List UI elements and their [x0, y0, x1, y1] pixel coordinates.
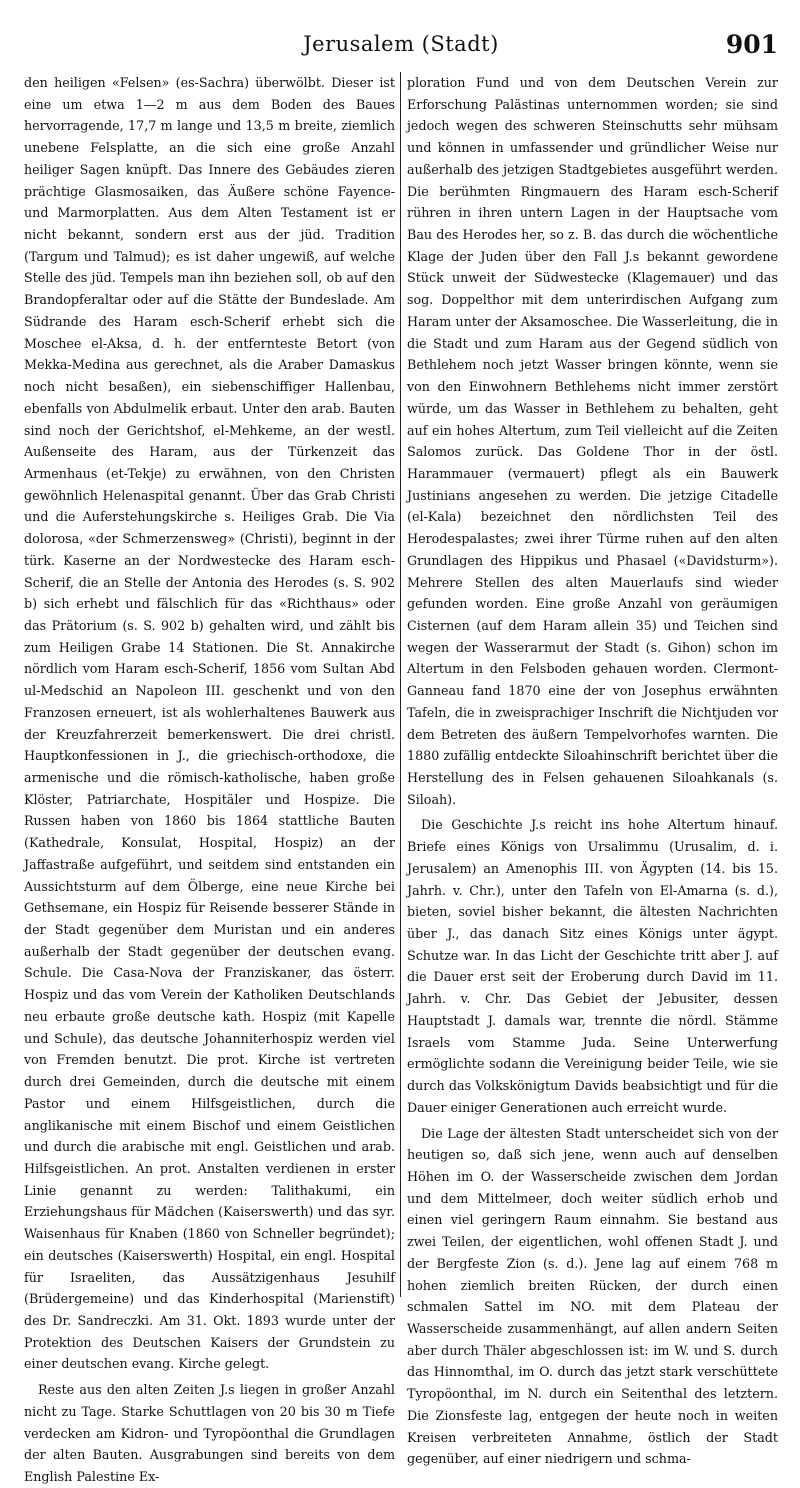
paragraph: den heiligen «Felsen» (es-Sachra) überwölbt. Dieser ist eine um etwa 1—2 m aus dem Boden des Baues hervorragende, 17,7 m lange und 13,5 m breite, ziemlich unebene Felsplatte, an die sich eine große Anzahl heiliger Sagen knüpft. Das Innere des Gebäudes zieren prächtige Glasmosaiken, das Äußere schöne Fayence- und Marmorplatten. Aus dem Alten Testament ist er nicht bekannt, sondern erst aus der jüd. Tradition (Targum und Talmud); es ist daher ungewiß, auf welche Stelle des jüd. Tempels man ihn beziehen soll, ob auf den Brandopferaltar oder auf die Stätte der Bundeslade. Am Südrande des Haram esch-Scherif erhebt sich die Moschee el-Aksa, d. h. der entfernteste Betort (von Mekka-Medina aus gerechnet, als die Araber Damaskus noch nicht besaßen), ein siebenschiffiger Hallenbau, ebenfalls von Abdulmelik erbaut. Unter den arab. Bauten sind noch der Gerichtshof, el-Mehkeme, an der westl. Außenseite des Haram, aus der Türkenzeit das Armenhaus (et-Tekje) zu erwähnen, von den Christen gewöhnlich Helenaspital genannt. Über das Grab Christi und die Auferstehungskirche s. Heiliges Grab. Die Via dolorosa, «der Schmerzensweg» (Christi), beginnt in der türk. Kaserne an der Nordwestecke des Haram esch-Scherif, die an Stelle der Antonia des Herodes (s. S. 902 b) sich erhebt und fälschlich für das «Richthaus» oder das Prätorium (s. S. 902 b) gehalten wird, und zählt bis zum Heiligen Grabe 14 Stationen. Die St. Annakirche nördlich vom Haram esch-Scherif, 1856 vom Sultan Abd ul-Medschid an Napoleon III. geschenkt und von den Franzosen erneuert, ist als wohlerhaltenes Bauwerk aus der Kreuzfahrerzeit bemerkenswert. Die drei christl. Hauptkonfessionen in J., die griechisch-orthodoxe, die armenische und die römisch-katholische, haben große Klöster, Patriarchate, Hospitäler und Hospize. Die Russen haben von 1860 bis 1864 stattliche Bauten (Kathedrale, Konsulat, Hospital, Hospiz) an der Jaffastraße aufgeführt, und seitdem sind entstanden ein Aussichtsturm auf dem Ölberge, eine neue Kirche bei Gethsemane, ein Hospiz für Reisende besserer Stände in der Stadt gegenüber dem Muristan und ein anderes außerhalb der Stadt gegenüber der deutschen evang. Schule. Die Casa-Nova der Franziskaner, das österr. Hospiz und das vom Verein der Katholiken Deutschlands neu erbaute große deutsche kath. Hospiz (mit Kapelle und Schule), das deutsche Johanniterhospiz werden viel von Fremden benutzt. Die prot. Kirche ist vertreten durch drei Gemeinden, durch die deutsche mit einem Pastor und einem Hilfsgeistlichen, durch die anglikanische mit einem Bischof und einem Geistlichen und durch die arabische mit engl. Geistlichen und arab. Hilfsgeistlichen. An prot. Anstalten verdienen in erster Linie genannt zu werden: Talithakumi, ein Erziehungshaus für Mädchen (Kaiserswerth) und das syr. Waisenhaus für Knaben (1860 von Schneller begründet); ein deutsches (Kaiserswerth) Hospital, ein engl. Hospital für Israeliten, das Aussätzigenhaus Jesuhilf (Brüdergemeine) und das Kinderhospital (Marienstift) des Dr. Sandreczki. Am 31. Okt. 1893 wurde unter der Protektion des Deutschen Kaisers der Grundstein zu einer deutschen evang. Kirche gelegt.: [24, 75, 395, 1372]
right-column: [407, 72, 778, 1467]
paragraph: Reste aus den alten Zeiten J.s liegen in großer Anzahl nicht zu Tage. Starke Schuttlagen von 20 bis 30 m Tiefe verdecken am Kidron- und Tyropöonthal die Grundlagen der alten Bauten. Ausgrabungen sind bereits von dem English Palestine Ex-: [24, 1382, 395, 1484]
paragraph: Die Geschichte J.s reicht ins hohe Altertum hinauf. Briefe eines Königs von Ursalimmu (Urusalim, d. i. Jerusalem) an Amenophis III. von Ägypten (14. bis 15. Jahrh. v. Chr.), unter den Tafeln von El-Amarna (s. d.), bieten, soviel bisher bekannt, die ältesten Nachrichten über J., das danach Sitz eines Königs unter ägypt. Schutze war. In das Licht der Geschichte tritt aber J. auf die Dauer erst seit der Eroberung durch David im 11. Jahrh. v. Chr. Das Gebiet der Jebusiter, dessen Hauptstadt J. damals war, trennte die nördl. Stämme Israels vom Stamme Juda. Seine Unterwerfung ermöglichte sodann die Vereinigung beider Teile, wie sie durch das Volkskönigtum Davids beabsichtigt und für die Dauer einiger Generationen auch erreicht wurde.: [407, 817, 778, 1115]
running-title: Jerusalem (Stadt): [303, 32, 499, 56]
column-divider: [400, 72, 401, 1297]
page-header: [24, 12, 778, 59]
left-column: [24, 72, 395, 1484]
page-number: 901: [725, 30, 778, 59]
paragraph: Die Lage der ältesten Stadt unterscheidet sich von der heutigen so, daß sich jene, wenn auch auf denselben Höhen im O. der Wasserscheide zwischen dem Jordan und dem Mittelmeer, doch weiter südlich erhob und einen viel geringern Raum einnahm. Sie bestand aus zwei Teilen, der eigentlichen, wohl offenen Stadt J. und der Bergfeste Zion (s. d.). Jene lag auf einem 768 m hohen ziemlich breiten Rücken, der durch einen schmalen Sattel im NO. mit dem Plateau der Wasserscheide zusammenhängt, auf allen andern Seiten aber durch Thäler abgeschlossen ist: im W. und S. durch das Hinnomthal, im O. durch das jetzt stark verschüttete Tyropöonthal, im N. durch ein Seitenthal des letztern. Die Zionsfeste lag, entgegen der heute noch in weiten Kreisen verbreiteten Annahme, östlich der Stadt gegenüber, auf einer niedrigern und schma-: [407, 1125, 778, 1467]
paragraph: ploration Fund und von dem Deutschen Verein zur Erforschung Palästinas unternommen worden; sie sind jedoch wegen des schweren Steinschutts sehr mühsam und können in umfassender und gründlicher Weise nur außerhalb des jetzigen Stadtgebietes ausgeführt werden. Die berühmten Ringmauern des Haram esch-Scherif rühren in ihren untern Lagen in der Hauptsache vom Bau des Herodes her, so z. B. das durch die wöchentliche Klage der Juden über den Fall J.s bekannt gewordene Stück unweit der Südwestecke (Klagemauer) und das sog. Doppelthor mit dem unterirdischen Aufgang zum Haram unter der Aksamoschee. Die Wasserleitung, die in die Stadt und zum Haram aus der Gegend südlich von Bethlehem noch jetzt Wasser bringen könnte, wenn sie von den Einwohnern Bethlehems nicht immer zerstört würde, um das Wasser in Bethlehem zu behalten, geht auf ein hohes Altertum, zum Teil vielleicht auf die Zeiten Salomos zurück. Das Goldene Thor in der östl. Harammauer (vermauert) pflegt als ein Bauwerk Justinians angesehen zu werden. Die jetzige Citadelle (el-Kala) bezeichnet den nördlichsten Teil des Herodespalastes; zwei ihrer Türme ruhen auf den alten Grundlagen des Hippikus und Phasael («Davidsturm»). Mehrere Stellen des alten Mauerlaufs sind wieder gefunden worden. Eine große Anzahl von geräumigen Cisternen (auf dem Haram allein 35) und Teichen sind wegen der Wasserarmut der Stadt (s. Gihon) schon im Altertum in den Felsboden gehauen worden. Clermont-Ganneau fand 1870 eine der von Josephus erwähnten Tafeln, die in zweisprachiger Inschrift die Nichtjuden vor dem Betreten des äußern Tempelvorhofes warnten. Die 1880 zufällig entdeckte Siloahinschrift berichtet über die Herstellung des in Felsen gehauenen Siloahkanals (s. Siloah).: [407, 75, 778, 807]
